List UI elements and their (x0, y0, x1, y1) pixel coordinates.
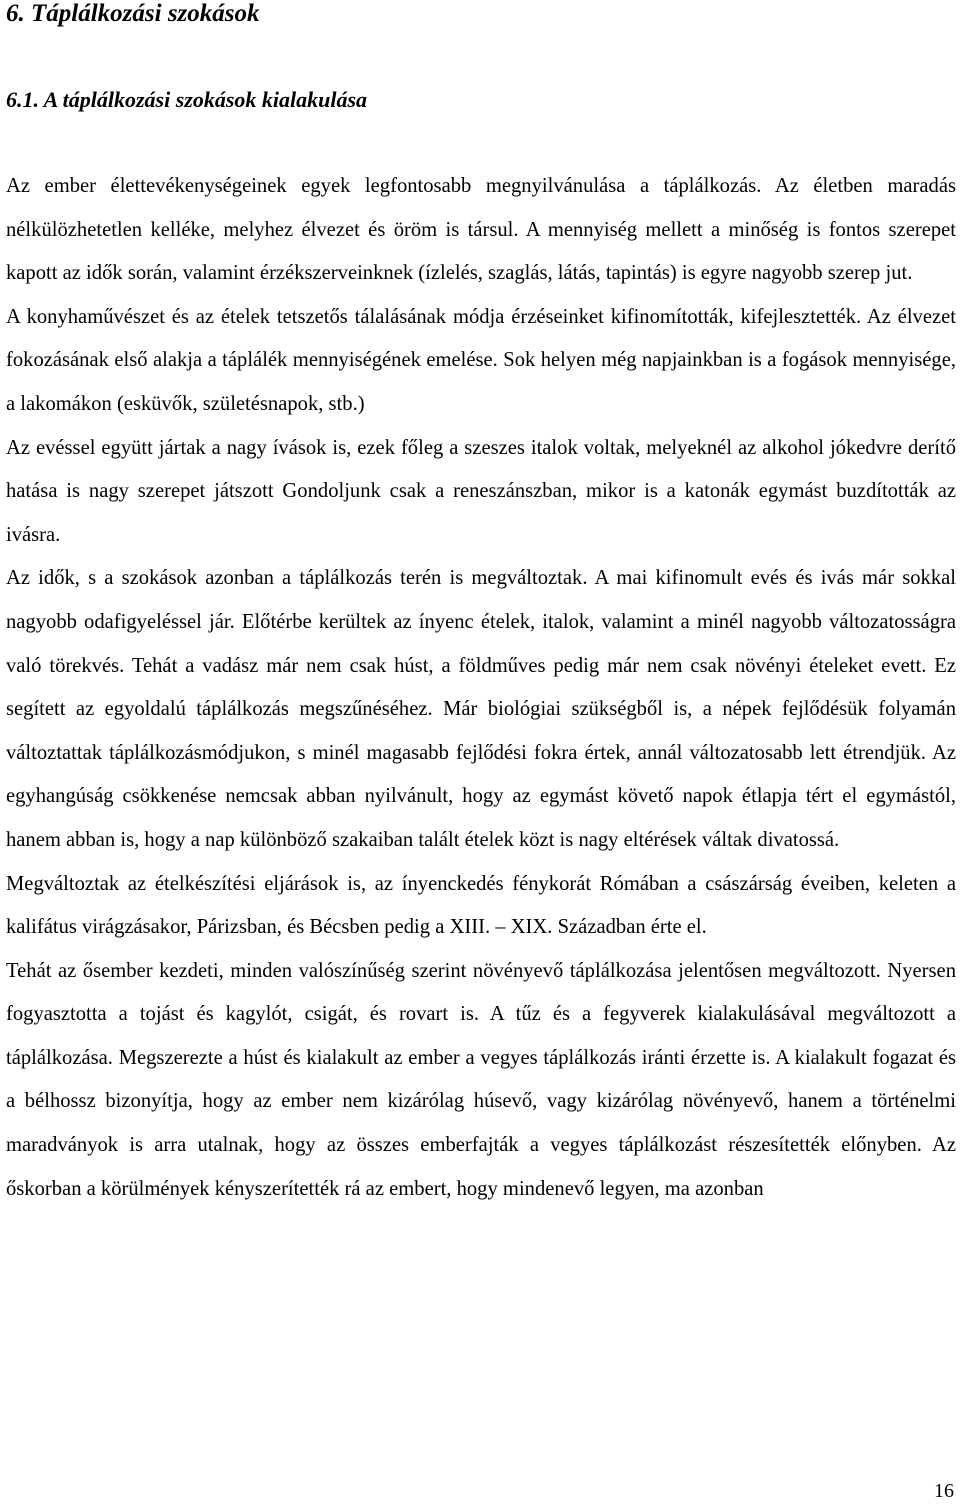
paragraph-1: Az ember élettevékenységeinek egyek legfontosabb megnyilvánulása a táplálkozás. Az életben maradás nélkülözhetetlen kelléke, melyhez élvezet és öröm is társul. A mennyiség mellett a minőség is fontos szerepet kapott az idők során, valamint érzékszerveinknek (ízlelés, szaglás, látás, tapintás) is egyre nagyobb szerep jut. (6, 175, 956, 285)
paragraph-4: Az idők, s a szokások azonban a táplálkozás terén is megváltoztak. A mai kifinomult evés és ivás már sokkal nagyobb odafigyeléssel jár. Előtérbe kerültek az ínyenc ételek, italok, valamint a minél nagyobb változatosságra való törekvés. Tehát a vadász már nem csak húst, a földműves pedig már nem csak növényi ételeket evett. Ez segített az egyoldalú táplálkozás megszűnéséhez. Már biológiai szükségből is, a népek fejlődésük folyamán változtattak táplálkozásmódjukon, s minél magasabb fejlődési fokra értek, annál változatosabb lett étrendjük. Az egyhangúság csökkenése nemcsak abban nyilvánult, hogy az egymást követő napok étlapja tért el egymástól, hanem abban is, hogy a nap különböző szakaiban talált ételek közt is nagy eltérések váltak divatossá. (6, 567, 956, 851)
page-number: 16 (934, 1480, 954, 1502)
paragraph-3: Az evéssel együtt jártak a nagy ívások is, ezek főleg a szeszes italok voltak, melyeknél az alkohol jókedvre derítő hatása is nagy szerepet játszott Gondoljunk csak a reneszánszban, mikor is a katonák egymást buzdították az ivásra. (6, 436, 956, 546)
paragraph-6: Tehát az ősember kezdeti, minden valószínűség szerint növényevő táplálkozása jelentősen megváltozott. Nyersen fogyasztotta a tojást és kagylót, csigát, és rovart is. A tűz és a fegyverek kialakulásával megváltozott a táplálkozása. Megszerezte a húst és kialakult az ember a vegyes táplálkozás iránti érzette is. A kialakult fogazat és a bélhossz bizonyítja, hogy az ember nem kizárólag húsevő, vagy kizárólag növényevő, hanem a történelmi maradványok is arra utalnak, hogy az összes emberfajták a vegyes táplálkozást részesítették előnyben. Az őskorban a körülmények kényszerítették rá az embert, hogy mindenevő legyen, ma azonban (6, 959, 956, 1200)
paragraph-5: Megváltoztak az ételkészítési eljárások is, az ínyenckedés fénykorát Rómában a császárság éveiben, keleten a kalifátus virágzásakor, Párizsban, és Bécsben pedig a XIII. – XIX. Században érte el. (6, 872, 956, 939)
paragraph-2: A konyhaművészet és az ételek tetszetős tálalásának módja érzéseinket kifinomították, kifejlesztették. Az élvezet fokozásának első alakja a táplálék mennyiségének emelése. Sok helyen még napjainkban is a fogások mennyisége, a lakomákon (esküvők, születésnapok, stb.) (6, 305, 956, 415)
section-title: 6.1. A táplálkozási szokások kialakulása (6, 87, 368, 112)
chapter-title: 6. Táplálkozási szokások (6, 0, 260, 27)
body-text (6, 165, 956, 1211)
